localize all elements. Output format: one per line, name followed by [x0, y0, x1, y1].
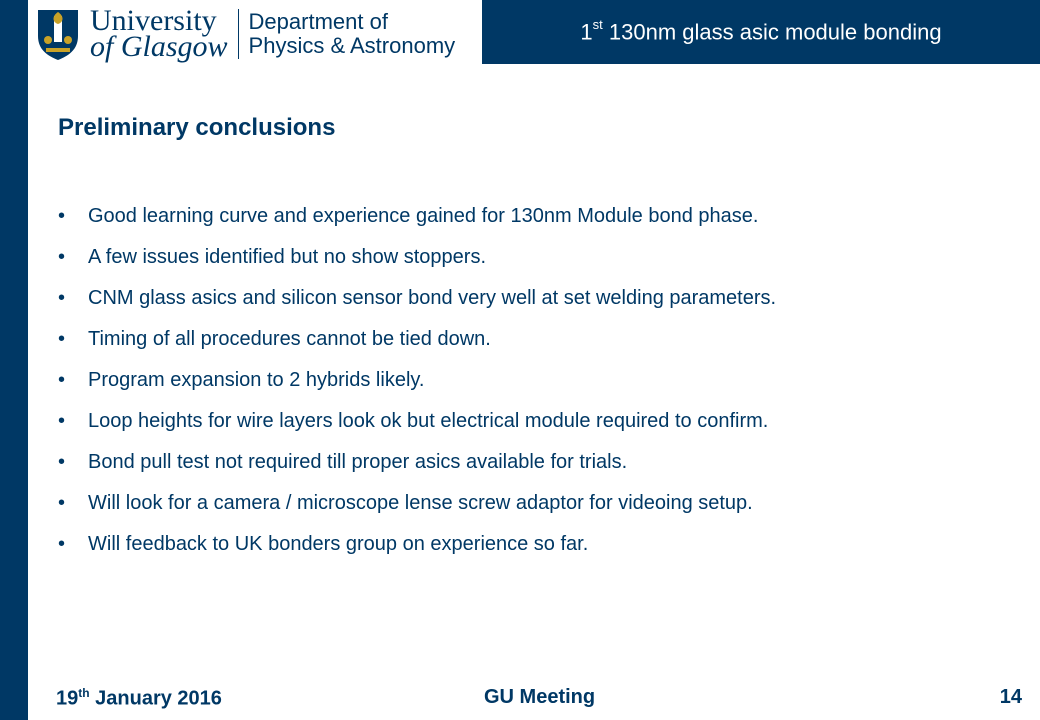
- bullet-text: Loop heights for wire layers look ok but electrical module required to confirm.: [88, 410, 769, 432]
- bullet-text: Timing of all procedures cannot be tied down.: [88, 328, 491, 350]
- bullet-dot-icon: •: [58, 328, 66, 350]
- list-item: [58, 444, 1028, 485]
- university-name-line2: of Glasgow: [90, 30, 228, 63]
- bullet-text: Will feedback to UK bonders group on experience so far.: [88, 533, 589, 555]
- university-name-line1: University: [90, 4, 217, 37]
- logo-divider: [238, 9, 239, 59]
- bullet-text: Bond pull test not required till proper asics available for trials.: [88, 451, 628, 473]
- bullet-dot-icon: •: [58, 533, 66, 555]
- list-item: [58, 362, 1028, 403]
- list-item: [58, 526, 1028, 567]
- left-accent-bar: [0, 0, 28, 720]
- department-line1: Department of: [248, 9, 388, 34]
- list-item: [58, 239, 1028, 280]
- bullet-text: A few issues identified but no show stoppers.: [88, 246, 487, 268]
- section-heading: Preliminary conclusions: [58, 114, 336, 141]
- bullet-text: Program expansion to 2 hybrids likely.: [88, 369, 425, 391]
- university-crest-icon: [34, 6, 82, 62]
- slide-title-banner: [482, 0, 1040, 64]
- conclusions-list: [58, 198, 1028, 567]
- list-item: [58, 485, 1028, 526]
- footer-meeting-name: GU Meeting: [484, 686, 596, 708]
- bullet-text: Good learning curve and experience gained for 130nm Module bond phase.: [88, 205, 759, 227]
- bullet-dot-icon: •: [58, 205, 66, 227]
- list-item: [58, 321, 1028, 362]
- university-logo: [34, 4, 474, 64]
- bullet-dot-icon: •: [58, 287, 66, 309]
- list-item: [58, 280, 1028, 321]
- bullet-text: CNM glass asics and silicon sensor bond very well at set welding parameters.: [88, 287, 777, 309]
- slide-title: 1st 130nm glass asic module bonding: [580, 16, 942, 45]
- bullet-dot-icon: •: [58, 410, 66, 432]
- list-item: [58, 403, 1028, 444]
- bullet-dot-icon: •: [58, 369, 66, 391]
- bullet-text: Will look for a camera / microscope lense screw adaptor for videoing setup.: [88, 492, 753, 514]
- bullet-dot-icon: •: [58, 492, 66, 514]
- bullet-dot-icon: •: [58, 246, 66, 268]
- bullet-dot-icon: •: [58, 451, 66, 473]
- footer-date: 19th January 2016: [56, 686, 222, 710]
- list-item: [58, 198, 1028, 239]
- page-number: 14: [999, 686, 1022, 708]
- department-line2: Physics & Astronomy: [248, 33, 456, 58]
